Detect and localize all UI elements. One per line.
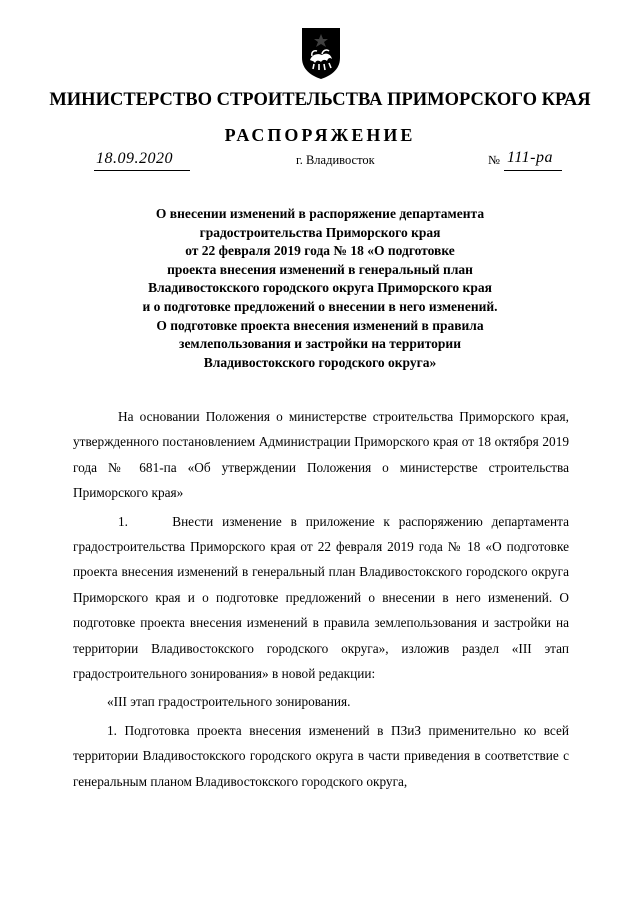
body-paragraph: 1. Внести изменение в приложение к распоряжению департамента градостроительства Приморского края от 22 февраля 2019 года № 18 «О подготовке проекта внесения изменений в генеральный план Владивостокского городского округа Приморского края и о подготовке предложений о внесении в него изменений. О подготовке проекта внесения изменений в правила землепользования и застройки на территории Владивостокского городского округа», изложив раздел «III этап градостроительного зонирования» в новой редакции: <box>73 513 569 682</box>
subject-line: О внесении изменений в распоряжение департамента <box>155 206 485 221</box>
subject-line: Владивостокского городского округа» <box>203 354 437 370</box>
subject-line: О подготовке проекта внесения изменений в правила <box>156 317 484 333</box>
document-number: 111-ра <box>507 149 553 166</box>
document-meta <box>0 150 640 172</box>
document-date: 18.09.2020 <box>96 150 173 167</box>
coat-of-arms-icon <box>300 26 342 80</box>
document-city: г. Владивосток <box>296 153 375 167</box>
subject-line: проекта внесения изменений в генеральный план <box>167 261 473 277</box>
body-paragraph: На основании Положения о министерстве строительства Приморского края, утвержденного постановлением Администрации Приморского края от 18 октября 2019 года № 681-па «Об утверждении Положения о министерстве строительства Приморского края» <box>73 409 569 501</box>
body-paragraph: 1. Подготовка проекта внесения изменений в ПЗиЗ применительно ко всей территории Владивостокского городского округа в части приведения в соответствие с генеральным планом Владивостокского городского округа, <box>73 722 569 789</box>
subject-line: Владивостокского городского округа Приморского края <box>148 280 492 296</box>
number-underline <box>504 170 562 171</box>
date-underline <box>94 170 190 171</box>
subject-line: и о подготовке предложений о внесении в него изменений. <box>142 298 498 314</box>
ministry-title: МИНИСТЕРСТВО СТРОИТЕЛЬСТВА ПРИМОРСКОГО КРАЯ <box>49 90 591 110</box>
subject-line: землепользования и застройки на территории <box>179 336 461 352</box>
subject-line: от 22 февраля 2019 года № 18 «О подготовке <box>185 243 455 259</box>
number-label: № <box>488 153 500 167</box>
document-subject <box>110 205 530 372</box>
document-type: РАСПОРЯЖЕНИЕ <box>224 125 416 145</box>
body-paragraph: «III этап градостроительного зонирования. <box>107 694 351 710</box>
document-body <box>73 404 569 794</box>
subject-line: градостроительства Приморского края <box>199 224 441 240</box>
